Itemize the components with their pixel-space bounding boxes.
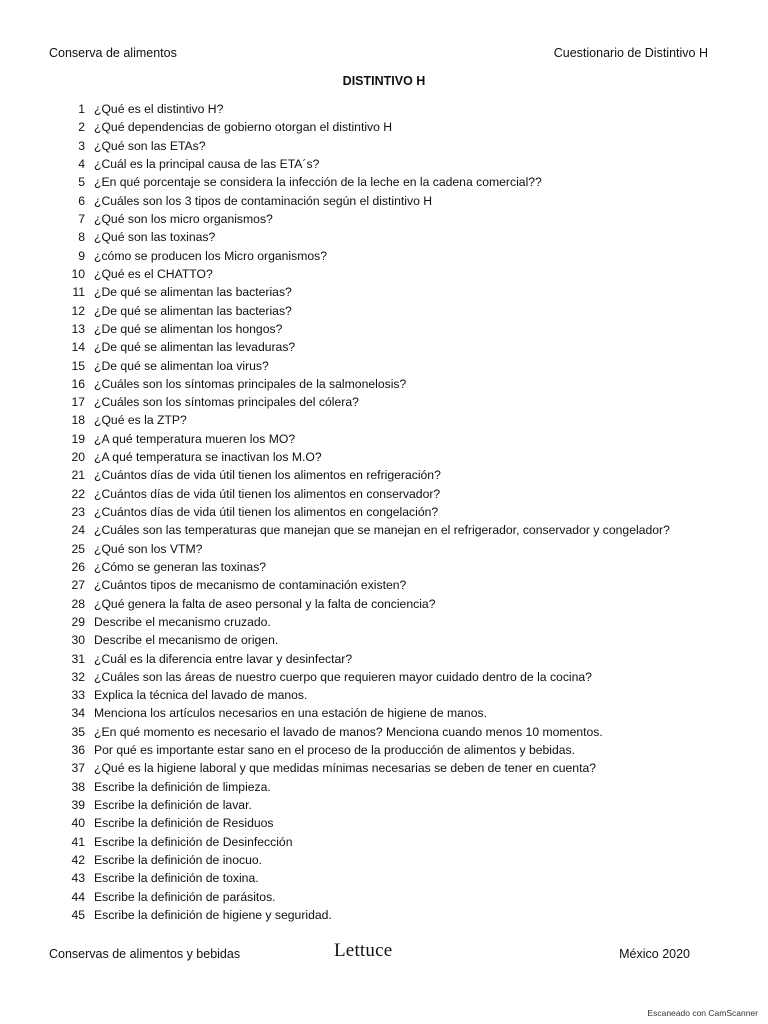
question-item [62, 540, 752, 558]
question-text: Escribe la definición de Residuos [94, 816, 274, 831]
question-text: ¿De qué se alimentan las bacterias? [94, 285, 292, 300]
question-item [62, 192, 752, 210]
question-number: 45 [71, 907, 85, 922]
question-number: 10 [71, 266, 85, 281]
question-text: ¿Cuáles son las áreas de nuestro cuerpo que requieren mayor cuidado dentro de la cocina? [94, 669, 592, 684]
question-item [62, 137, 752, 155]
header-left: Conserva de alimentos [49, 46, 177, 60]
question-item [62, 100, 752, 118]
question-number: 44 [71, 889, 85, 904]
question-text: ¿Qué son las ETAs? [94, 138, 206, 153]
question-number: 11 [72, 285, 85, 300]
question-text: ¿Cuáles son los 3 tipos de contaminación según el distintivo H [94, 193, 433, 208]
question-text: ¿Cuál es la diferencia entre lavar y desinfectar? [94, 651, 353, 666]
question-number: 33 [71, 688, 85, 703]
question-text: ¿En qué momento es necesario el lavado de manos? Menciona cuando menos 10 momentos. [94, 724, 603, 739]
question-item [62, 320, 752, 338]
question-item [62, 576, 752, 594]
question-text: ¿Qué es el distintivo H? [94, 102, 224, 117]
question-item [62, 613, 752, 631]
question-number: 20 [71, 450, 85, 465]
question-item [62, 558, 752, 576]
question-text: ¿Qué son los micro organismos? [94, 212, 273, 227]
question-number: 40 [71, 816, 85, 831]
question-item [62, 118, 752, 136]
question-number: 18 [71, 413, 85, 428]
question-number: 39 [71, 798, 85, 813]
question-item [62, 228, 752, 246]
question-text: ¿Cuántos tipos de mecanismo de contaminación existen? [94, 578, 407, 593]
question-number: 16 [71, 376, 85, 391]
footer-right: México 2020 [619, 947, 690, 961]
question-number: 29 [71, 614, 85, 629]
question-text: ¿De qué se alimentan las levaduras? [94, 340, 296, 355]
question-item [62, 686, 752, 704]
question-number: 3 [78, 138, 85, 153]
question-text: Escribe la definición de Desinfección [94, 834, 293, 849]
question-number: 27 [71, 578, 85, 593]
question-number: 1 [78, 102, 85, 117]
question-number: 30 [71, 633, 85, 648]
question-text: Escribe la definición de lavar. [94, 798, 252, 813]
question-number: 7 [78, 212, 85, 227]
question-item [62, 301, 752, 319]
question-number: 2 [78, 120, 85, 135]
question-text: Describe el mecanismo de origen. [94, 633, 279, 648]
question-text: ¿Cuál es la principal causa de las ETA´s? [94, 157, 320, 172]
question-item [62, 485, 752, 503]
question-text: ¿Cuáles son las temperaturas que manejan que se manejan en el refrigerador, conservador y congelador? [94, 523, 670, 538]
question-number: 23 [71, 505, 85, 520]
question-list [62, 100, 752, 924]
question-number: 25 [71, 541, 85, 556]
header-right: Cuestionario de Distintivo H [553, 46, 708, 60]
footer-left: Conservas de alimentos y bebidas [49, 947, 241, 961]
question-item [62, 851, 752, 869]
question-text: ¿A qué temperatura mueren los MO? [94, 431, 296, 446]
question-number: 14 [71, 340, 85, 355]
question-item [62, 503, 752, 521]
question-number: 41 [71, 834, 85, 849]
question-number: 22 [71, 486, 85, 501]
question-text: ¿Qué es la higiene laboral y que medidas mínimas necesarias se deben de tener en cuenta? [94, 761, 597, 776]
question-item [62, 430, 752, 448]
question-text: ¿Qué son los VTM? [94, 541, 203, 556]
question-number: 8 [78, 230, 85, 245]
question-item [62, 668, 752, 686]
question-text: ¿Cuántos días de vida útil tienen los alimentos en conservador? [94, 486, 441, 501]
question-text: Por qué es importante estar sano en el proceso de la producción de alimentos y bebidas. [94, 743, 576, 758]
question-number: 38 [71, 779, 85, 794]
question-item [62, 375, 752, 393]
question-text: ¿Cómo se generan las toxinas? [94, 559, 267, 574]
question-number: 31 [71, 651, 85, 666]
question-text: ¿De qué se alimentan loa virus? [94, 358, 269, 373]
question-number: 28 [71, 596, 85, 611]
question-item [62, 210, 752, 228]
question-number: 15 [71, 358, 85, 373]
question-number: 12 [71, 303, 85, 318]
question-item [62, 759, 752, 777]
question-number: 24 [71, 523, 85, 538]
question-text: ¿Qué genera la falta de aseo personal y la falta de conciencia? [94, 596, 436, 611]
question-item [62, 283, 752, 301]
question-text: Escribe la definición de limpieza. [94, 779, 271, 794]
question-text: ¿Cuántos días de vida útil tienen los alimentos en refrigeración? [94, 468, 441, 483]
question-number: 17 [71, 395, 85, 410]
question-item [62, 393, 752, 411]
question-text: ¿Qué dependencias de gobierno otorgan el distintivo H [94, 120, 393, 135]
question-item [62, 649, 752, 667]
question-item [62, 778, 752, 796]
question-item [62, 356, 752, 374]
document-title: DISTINTIVO H [342, 74, 426, 88]
question-text: ¿Cuáles son los síntomas principales de la salmonelosis? [94, 376, 407, 391]
question-item [62, 631, 752, 649]
question-text: ¿De qué se alimentan las bacterias? [94, 303, 292, 318]
question-text: Escribe la definición de toxina. [94, 871, 259, 886]
question-number: 37 [71, 761, 85, 776]
question-text: ¿Cuántos días de vida útil tienen los alimentos en congelación? [94, 505, 439, 520]
question-item [62, 411, 752, 429]
question-item [62, 466, 752, 484]
question-text: ¿De qué se alimentan los hongos? [94, 321, 283, 336]
question-item [62, 155, 752, 173]
question-number: 36 [71, 743, 85, 758]
question-text: ¿Qué es el CHATTO? [94, 266, 213, 281]
scanner-watermark: Escaneado con CamScanner [647, 1008, 758, 1018]
question-text: ¿Cuáles son los síntomas principales del cólera? [94, 395, 359, 410]
question-number: 4 [78, 157, 85, 172]
question-text: Describe el mecanismo cruzado. [94, 614, 271, 629]
question-item [62, 833, 752, 851]
question-number: 19 [71, 431, 85, 446]
question-number: 13 [71, 321, 85, 336]
footer-brand-logo: Lettuce [334, 940, 393, 961]
question-number: 9 [78, 248, 85, 263]
question-number: 42 [71, 852, 85, 867]
question-number: 5 [78, 175, 85, 190]
question-number: 26 [71, 559, 85, 574]
question-text: Escribe la definición de parásitos. [94, 889, 276, 904]
question-item [62, 247, 752, 265]
question-item [62, 814, 752, 832]
question-item [62, 704, 752, 722]
question-number: 34 [71, 706, 85, 721]
question-number: 35 [71, 724, 85, 739]
question-text: ¿En qué porcentaje se considera la infección de la leche en la cadena comercial?? [94, 175, 542, 190]
question-text: ¿Qué son las toxinas? [94, 230, 216, 245]
question-text: Escribe la definición de higiene y seguridad. [94, 907, 332, 922]
question-item [62, 265, 752, 283]
question-text: Menciona los artículos necesarios en una estación de higiene de manos. [94, 706, 487, 721]
question-text: Explica la técnica del lavado de manos. [94, 688, 308, 703]
question-item [62, 723, 752, 741]
question-item [62, 173, 752, 191]
question-item [62, 521, 752, 539]
question-text: Escribe la definición de inocuo. [94, 852, 263, 867]
question-item [62, 906, 752, 924]
question-number: 21 [71, 468, 85, 483]
question-text: ¿cómo se producen los Micro organismos? [94, 248, 328, 263]
question-item [62, 448, 752, 466]
question-number: 43 [71, 871, 85, 886]
question-number: 32 [71, 669, 85, 684]
question-item [62, 869, 752, 887]
question-item [62, 594, 752, 612]
question-text: ¿A qué temperatura se inactivan los M.O? [94, 450, 322, 465]
question-item [62, 741, 752, 759]
question-item [62, 887, 752, 905]
question-item [62, 796, 752, 814]
question-number: 6 [78, 193, 85, 208]
question-text: ¿Qué es la ZTP? [94, 413, 187, 428]
question-item [62, 338, 752, 356]
